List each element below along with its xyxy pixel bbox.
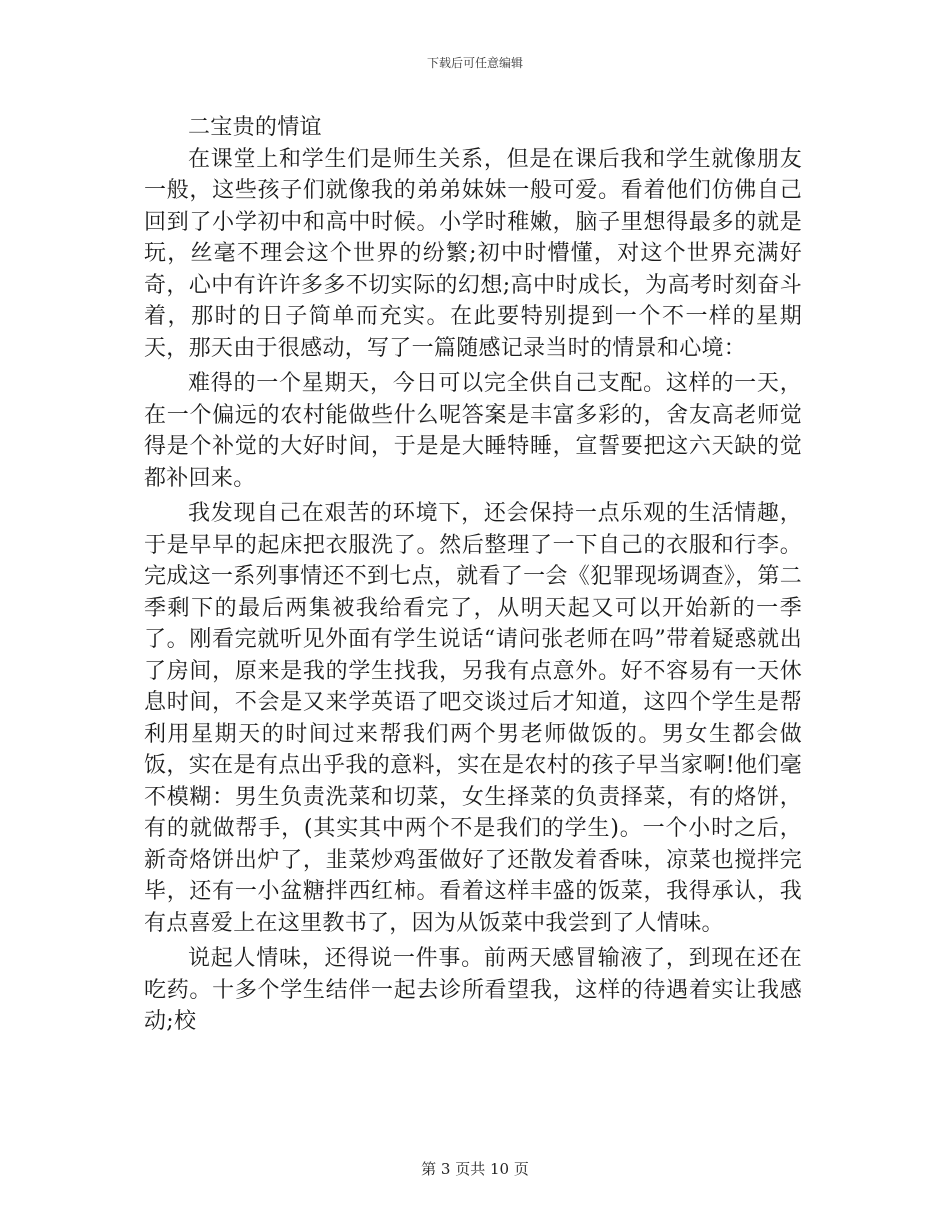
document-body <box>144 112 802 1038</box>
page-header: 下载后可任意编辑 <box>426 56 523 70</box>
paragraph-4: 说起人情味，还得说一件事。前两天感冒输液了，到现在还在吃药。十多个学生结伴一起去诊所看望我，这样的待遇着实让我感动;校 <box>144 946 802 1034</box>
paragraph-2: 难得的一个星期天，今日可以完全供自己支配。这样的一天，在一个偏远的农村能做些什么呢答案是丰富多彩的，舍友高老师觉得是个补觉的大好时间，于是是大睡特睡，宣誓要把这六天缺的觉都补回来。 <box>144 371 802 491</box>
paragraph-1: 在课堂上和学生们是师生关系，但是在课后我和学生就像朋友一般，这些孩子们就像我的弟弟妹妹一般可爱。看着他们仿佛自己回到了小学初中和高中时候。小学时稚嫩，脑子里想得最多的就是玩，丝毫不理会这个世界的纷繁;初中时懵懂，对这个世界充满好奇，心中有许许多多不切实际的幻想;高中时成长，为高考时刻奋斗着，那时的日子简单而充实。在此要特别提到一个不一样的星期天，那天由于很感动，写了一篇随感记录当时的情景和心境： <box>144 146 802 361</box>
page-footer: 第 3 页共 10 页 <box>421 1160 529 1178</box>
section-heading: 二宝贵的情谊 <box>188 115 322 140</box>
paragraph-3: 我发现自己在艰苦的环境下，还会保持一点乐观的生活情趣，于是早早的起床把衣服洗了。然后整理了一下自己的衣服和行李。完成这一系列事情还不到七点，就看了一会《犯罪现场调查》，第二季剩下的最后两集被我给看完了，从明天起又可以开始新的一季了。刚看完就听见外面有学生说话“请问张老师在吗”带着疑惑就出了房间，原来是我的学生找我，另我有点意外。好不容易有一天休息时间，不会是又来学英语了吧交谈过后才知道，这四个学生是帮利用星期天的时间过来帮我们两个男老师做饭的。男女生都会做饭，实在是有点出乎我的意料，实在是农村的孩子早当家啊!他们毫不模糊：男生负责洗菜和切菜，女生择菜的负责择菜，有的烙饼，有的就做帮手，(其实其中两个不是我们的学生)。一个小时之后，新奇烙饼出炉了，韭菜炒鸡蛋做好了还散发着香味，凉菜也搅拌完毕，还有一小盆糖拌西红柿。看着这样丰盛的饭菜，我得承认，我有点喜爱上在这里教书了，因为从饭菜中我尝到了人情味。 <box>144 501 803 936</box>
